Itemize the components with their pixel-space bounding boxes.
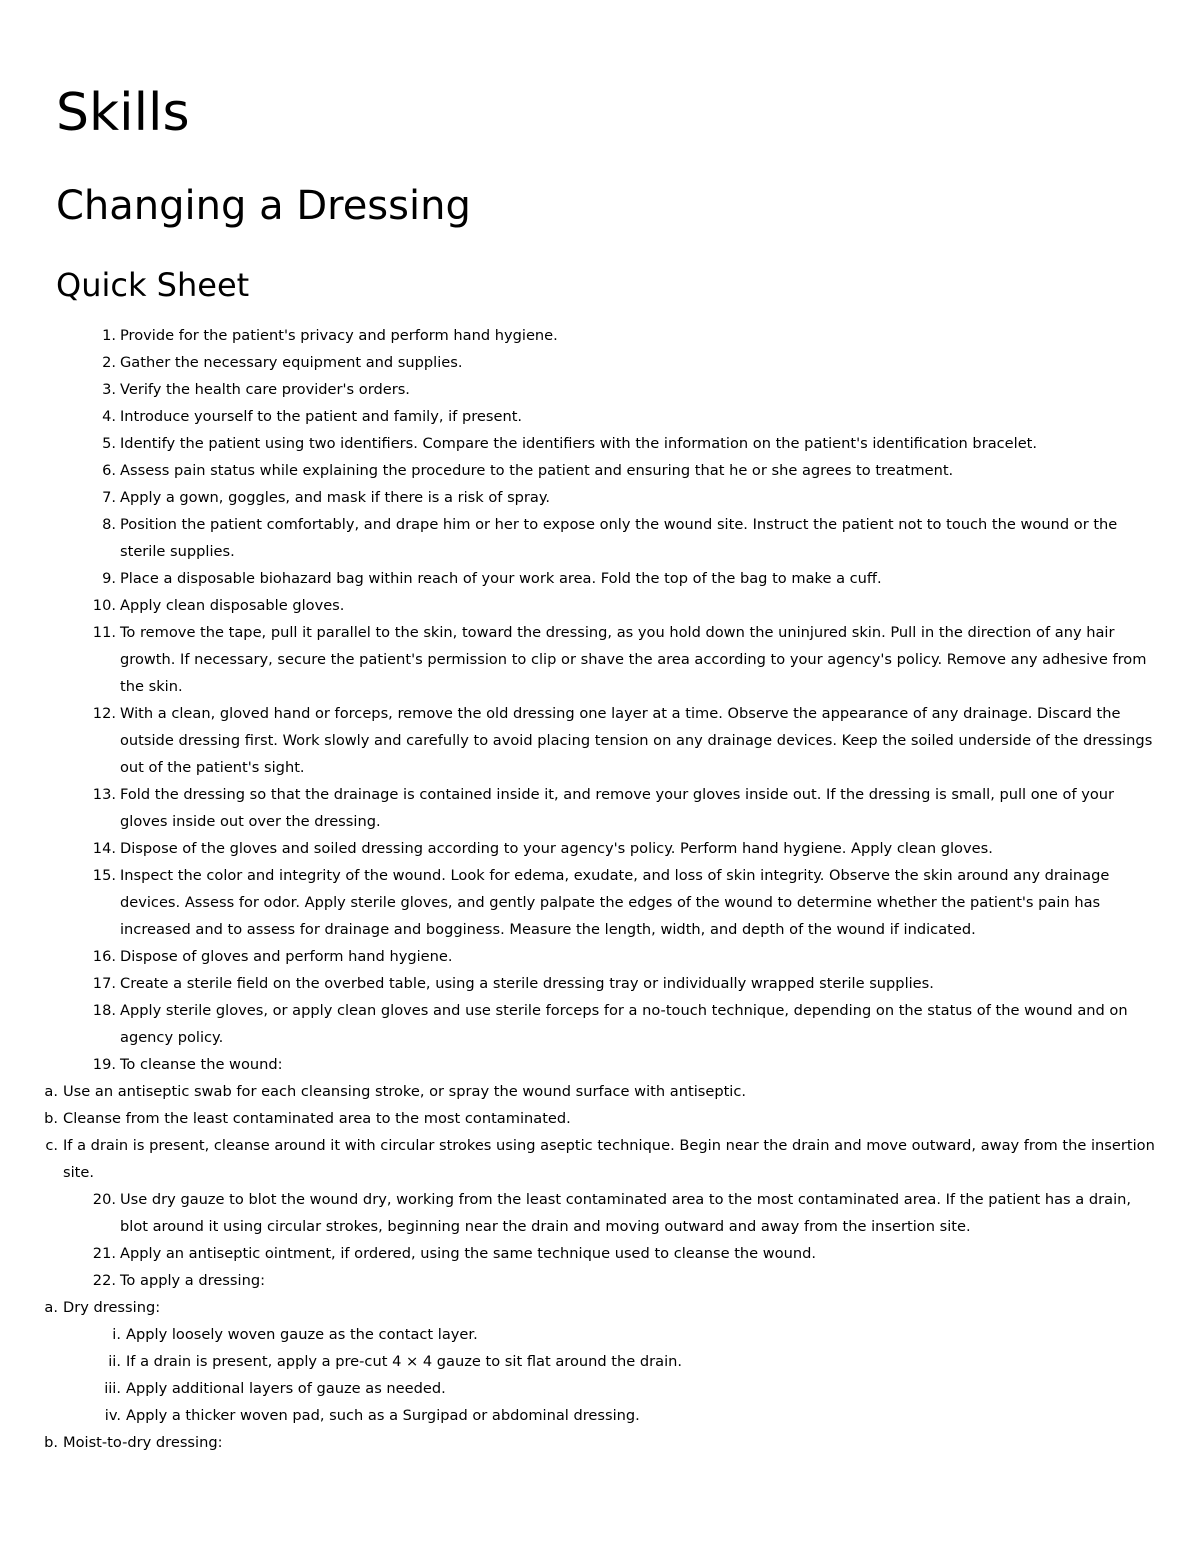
- page-title: Skills: [56, 83, 190, 143]
- substep-text: Cleanse from the least contaminated area to the most contaminated.: [63, 1110, 571, 1127]
- step-item: [0, 997, 1160, 1051]
- substep-text: If a drain is present, cleanse around it with circular strokes using aseptic technique. Begin near the drain and move outward, away from the insertion site.: [63, 1137, 1155, 1181]
- step-text: Identify the patient using two identifiers. Compare the identifiers with the information on the patient's identification bracelet.: [120, 435, 1038, 452]
- step-item: [0, 1186, 1160, 1240]
- step-number: 3.: [102, 381, 116, 398]
- step-item: [0, 619, 1160, 700]
- step-item: [0, 376, 1160, 403]
- step-item: [0, 781, 1160, 835]
- substep-letter: a.: [44, 1083, 58, 1100]
- substep-text: Use an antiseptic swab for each cleansing stroke, or spray the wound surface with antiseptic.: [63, 1083, 747, 1100]
- step-text: Introduce yourself to the patient and family, if present.: [120, 408, 523, 425]
- step-number: 22.: [92, 1272, 116, 1289]
- step-item: [0, 1240, 1160, 1267]
- step-text: Apply clean disposable gloves.: [120, 597, 345, 614]
- step-item: [0, 700, 1160, 781]
- subsubstep-numeral: i.: [112, 1326, 121, 1343]
- substep-text: Dry dressing:: [63, 1299, 161, 1316]
- step-number: 7.: [102, 489, 116, 506]
- step-number: 5.: [102, 435, 116, 452]
- step-item: [0, 1267, 1160, 1294]
- step-item: [0, 862, 1160, 943]
- step-number: 19.: [92, 1056, 116, 1073]
- substep-letter: a.: [44, 1299, 58, 1316]
- step-number: 13.: [92, 786, 116, 803]
- subsubstep-item: [0, 1402, 1160, 1429]
- subsubstep-item: [0, 1375, 1160, 1402]
- substep-item: [0, 1429, 1160, 1456]
- step-text: Inspect the color and integrity of the wound. Look for edema, exudate, and loss of skin integrity. Observe the skin around any drainage devices. Assess for odor. Apply sterile gloves, and gently palpate the edges of the wound to determine whether the patient's pain has increased and to assess for drainage and bogginess. Measure the length, width, and depth of the wound if indicated.: [120, 867, 1110, 938]
- step-item: [0, 430, 1160, 457]
- step-item: [0, 970, 1160, 997]
- step-text: To apply a dressing:: [120, 1272, 265, 1289]
- step-number: 14.: [92, 840, 116, 857]
- step-item: [0, 1051, 1160, 1078]
- step-item: [0, 592, 1160, 619]
- substep-item: [0, 1294, 1160, 1321]
- step-number: 17.: [92, 975, 116, 992]
- step-text: Apply an antiseptic ointment, if ordered, using the same technique used to cleanse the wound.: [120, 1245, 817, 1262]
- subsubstep-text: If a drain is present, apply a pre-cut 4 × 4 gauze to sit flat around the drain.: [126, 1353, 683, 1370]
- step-number: 12.: [92, 705, 116, 722]
- subsubstep-text: Apply loosely woven gauze as the contact layer.: [126, 1326, 478, 1343]
- step-text: Dispose of the gloves and soiled dressing according to your agency's policy. Perform hand hygiene. Apply clean gloves.: [120, 840, 993, 857]
- step-number: 1.: [102, 327, 116, 344]
- substep-letter: b.: [44, 1434, 58, 1451]
- step-item: [0, 484, 1160, 511]
- step-item: [0, 511, 1160, 565]
- subsubstep-numeral: iii.: [104, 1380, 121, 1397]
- subsubstep-text: Apply a thicker woven pad, such as a Surgipad or abdominal dressing.: [126, 1407, 640, 1424]
- step-item: [0, 349, 1160, 376]
- step-text: Use dry gauze to blot the wound dry, working from the least contaminated area to the most contaminated area. If the patient has a drain, blot around it using circular strokes, beginning near the drain and moving outward and away from the insertion site.: [120, 1191, 1132, 1235]
- step-item: [0, 835, 1160, 862]
- step-text: Provide for the patient's privacy and perform hand hygiene.: [120, 327, 558, 344]
- step-text: Create a sterile field on the overbed table, using a sterile dressing tray or individually wrapped sterile supplies.: [120, 975, 934, 992]
- subsubstep-numeral: ii.: [108, 1353, 121, 1370]
- step-item: [0, 322, 1160, 349]
- step-text: Dispose of gloves and perform hand hygiene.: [120, 948, 453, 965]
- step-text: Apply sterile gloves, or apply clean gloves and use sterile forceps for a no-touch technique, depending on the status of the wound and on agency policy.: [120, 1002, 1128, 1046]
- section-heading: Quick Sheet: [56, 266, 250, 304]
- substep-text: Moist-to-dry dressing:: [63, 1434, 223, 1451]
- step-text: Fold the dressing so that the drainage is contained inside it, and remove your gloves inside out. If the dressing is small, pull one of your gloves inside out over the dressing.: [120, 786, 1115, 830]
- step-text: Verify the health care provider's orders.: [120, 381, 410, 398]
- step-number: 6.: [102, 462, 116, 479]
- step-number: 11.: [92, 624, 116, 641]
- step-number: 15.: [92, 867, 116, 884]
- step-text: To cleanse the wound:: [120, 1056, 283, 1073]
- step-item: [0, 457, 1160, 484]
- subsubstep-text: Apply additional layers of gauze as needed.: [126, 1380, 446, 1397]
- step-number: 2.: [102, 354, 116, 371]
- subsubstep-item: [0, 1321, 1160, 1348]
- step-number: 8.: [102, 516, 116, 533]
- step-text: Position the patient comfortably, and drape him or her to expose only the wound site. Instruct the patient not to touch the wound or the sterile supplies.: [120, 516, 1118, 560]
- step-text: Place a disposable biohazard bag within reach of your work area. Fold the top of the bag to make a cuff.: [120, 570, 882, 587]
- step-number: 16.: [92, 948, 116, 965]
- step-item: [0, 403, 1160, 430]
- step-number: 18.: [92, 1002, 116, 1019]
- step-number: 4.: [102, 408, 116, 425]
- step-number: 10.: [92, 597, 116, 614]
- step-item: [0, 943, 1160, 970]
- skill-title: Changing a Dressing: [56, 183, 471, 229]
- step-text: With a clean, gloved hand or forceps, remove the old dressing one layer at a time. Observe the appearance of any drainage. Discard the outside dressing first. Work slowly and carefully to avoid placing tension on any drainage devices. Keep the soiled underside of the dressings out of the patient's sight.: [120, 705, 1153, 776]
- step-text: Apply a gown, goggles, and mask if there is a risk of spray.: [120, 489, 551, 506]
- step-text: Assess pain status while explaining the procedure to the patient and ensuring that he or she agrees to treatment.: [120, 462, 954, 479]
- step-number: 20.: [92, 1191, 116, 1208]
- substep-item: [0, 1132, 1160, 1186]
- step-text: Gather the necessary equipment and supplies.: [120, 354, 463, 371]
- step-number: 9.: [102, 570, 116, 587]
- subsubstep-item: [0, 1348, 1160, 1375]
- step-text: To remove the tape, pull it parallel to the skin, toward the dressing, as you hold down the uninjured skin. Pull in the direction of any hair growth. If necessary, secure the patient's permission to clip or shave the area according to your agency's policy. Remove any adhesive from the skin.: [120, 624, 1147, 695]
- step-number: 21.: [92, 1245, 116, 1262]
- substep-letter: c.: [45, 1137, 58, 1154]
- quick-sheet-steps: [0, 322, 1160, 1456]
- substep-letter: b.: [44, 1110, 58, 1127]
- substep-item: [0, 1078, 1160, 1105]
- substep-item: [0, 1105, 1160, 1132]
- subsubstep-numeral: iv.: [104, 1407, 121, 1424]
- step-item: [0, 565, 1160, 592]
